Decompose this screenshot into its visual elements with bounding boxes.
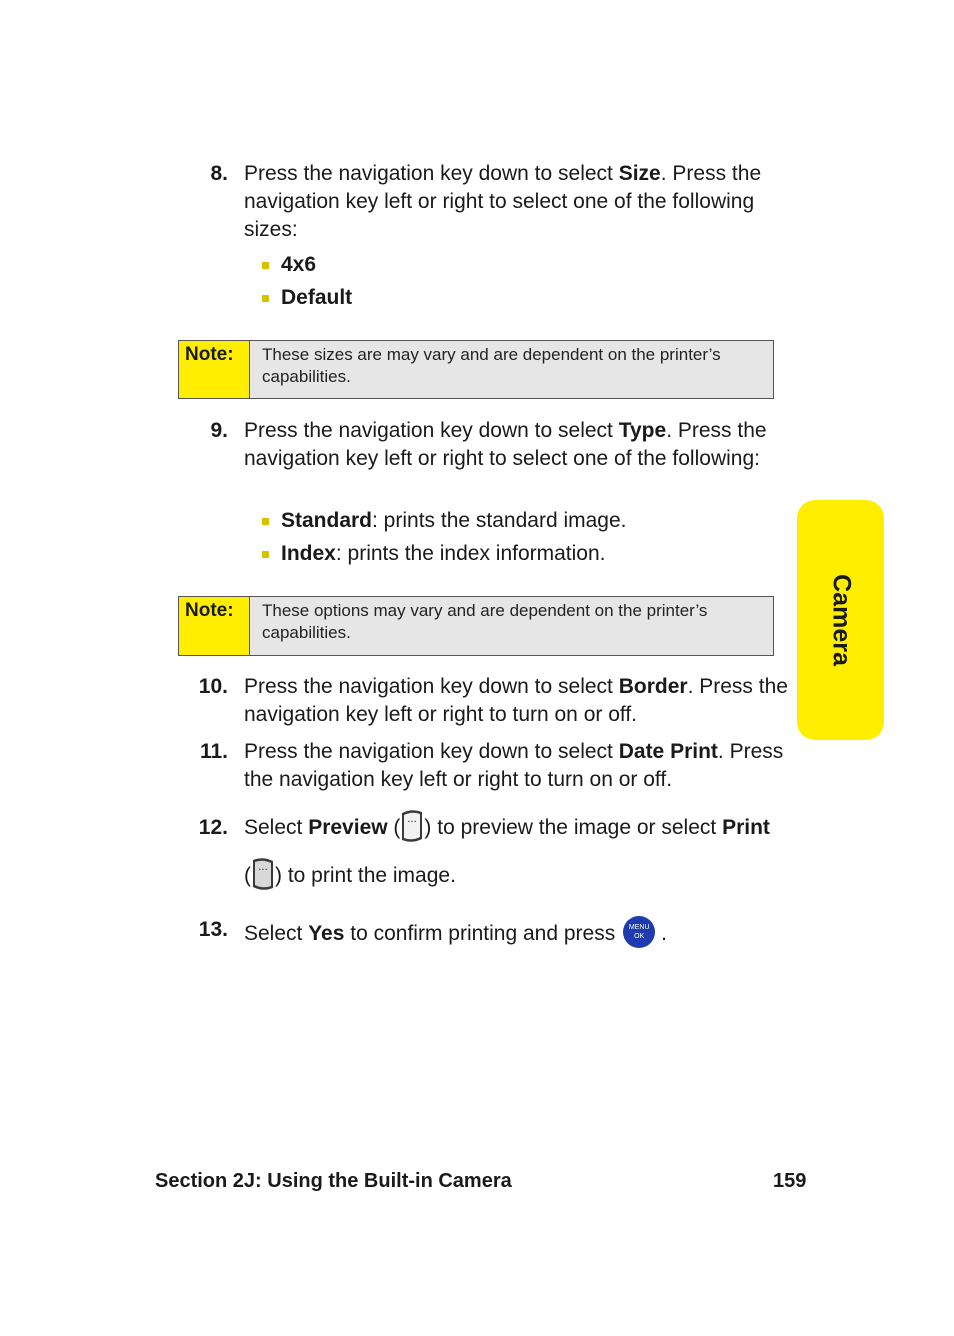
step-number: 12. bbox=[198, 816, 228, 839]
footer-section-title: Section 2J: Using the Built-in Camera bbox=[155, 1170, 512, 1192]
note-box bbox=[178, 596, 774, 656]
step-text: Select Preview ( ··· ) to preview the image or select Print ( ··· ) to print the image. bbox=[244, 804, 790, 900]
svg-text:···: ··· bbox=[407, 817, 418, 828]
bullet-square-icon bbox=[262, 551, 269, 558]
step-text: Press the navigation key down to select Date Print. Press the navigation key left or right to turn on or off. bbox=[244, 740, 784, 791]
step-number: 11. bbox=[199, 740, 228, 763]
note-label: Note: bbox=[179, 597, 250, 655]
step-text: Select Yes to confirm printing and press MENU OK . bbox=[244, 916, 790, 948]
note-text: These options may vary and are dependent on the printer’s capabilities. bbox=[262, 601, 708, 642]
step-text: Press the navigation key down to select Type. Press the navigation key left or right to select one of the following: bbox=[244, 419, 767, 470]
bullet-square-icon bbox=[262, 295, 269, 302]
right-softkey-icon bbox=[400, 809, 424, 843]
step-text: Press the navigation key down to select Size. Press the navigation key left or right to select one of the following sizes: bbox=[244, 162, 762, 241]
step-number: 13. bbox=[198, 918, 228, 941]
note-box bbox=[178, 340, 774, 399]
step-text: Press the navigation key down to select Border. Press the navigation key left or right to turn on or off. bbox=[244, 675, 788, 726]
svg-text:···: ··· bbox=[258, 865, 268, 876]
left-softkey-icon bbox=[251, 857, 275, 891]
bullet-square-icon bbox=[262, 518, 269, 525]
note-label: Note: bbox=[179, 341, 250, 398]
step-number: 9. bbox=[210, 419, 228, 442]
section-tab bbox=[797, 500, 884, 740]
step-number: 8. bbox=[210, 162, 228, 185]
menu-ok-button-icon: MENU OK bbox=[623, 916, 655, 948]
section-tab-label: Camera bbox=[827, 574, 855, 666]
note-text: These sizes are may vary and are dependent on the printer’s capabilities. bbox=[262, 345, 721, 386]
step-number: 10. bbox=[198, 675, 228, 698]
page-number: 159 bbox=[773, 1170, 807, 1192]
bullet-square-icon bbox=[262, 262, 269, 269]
